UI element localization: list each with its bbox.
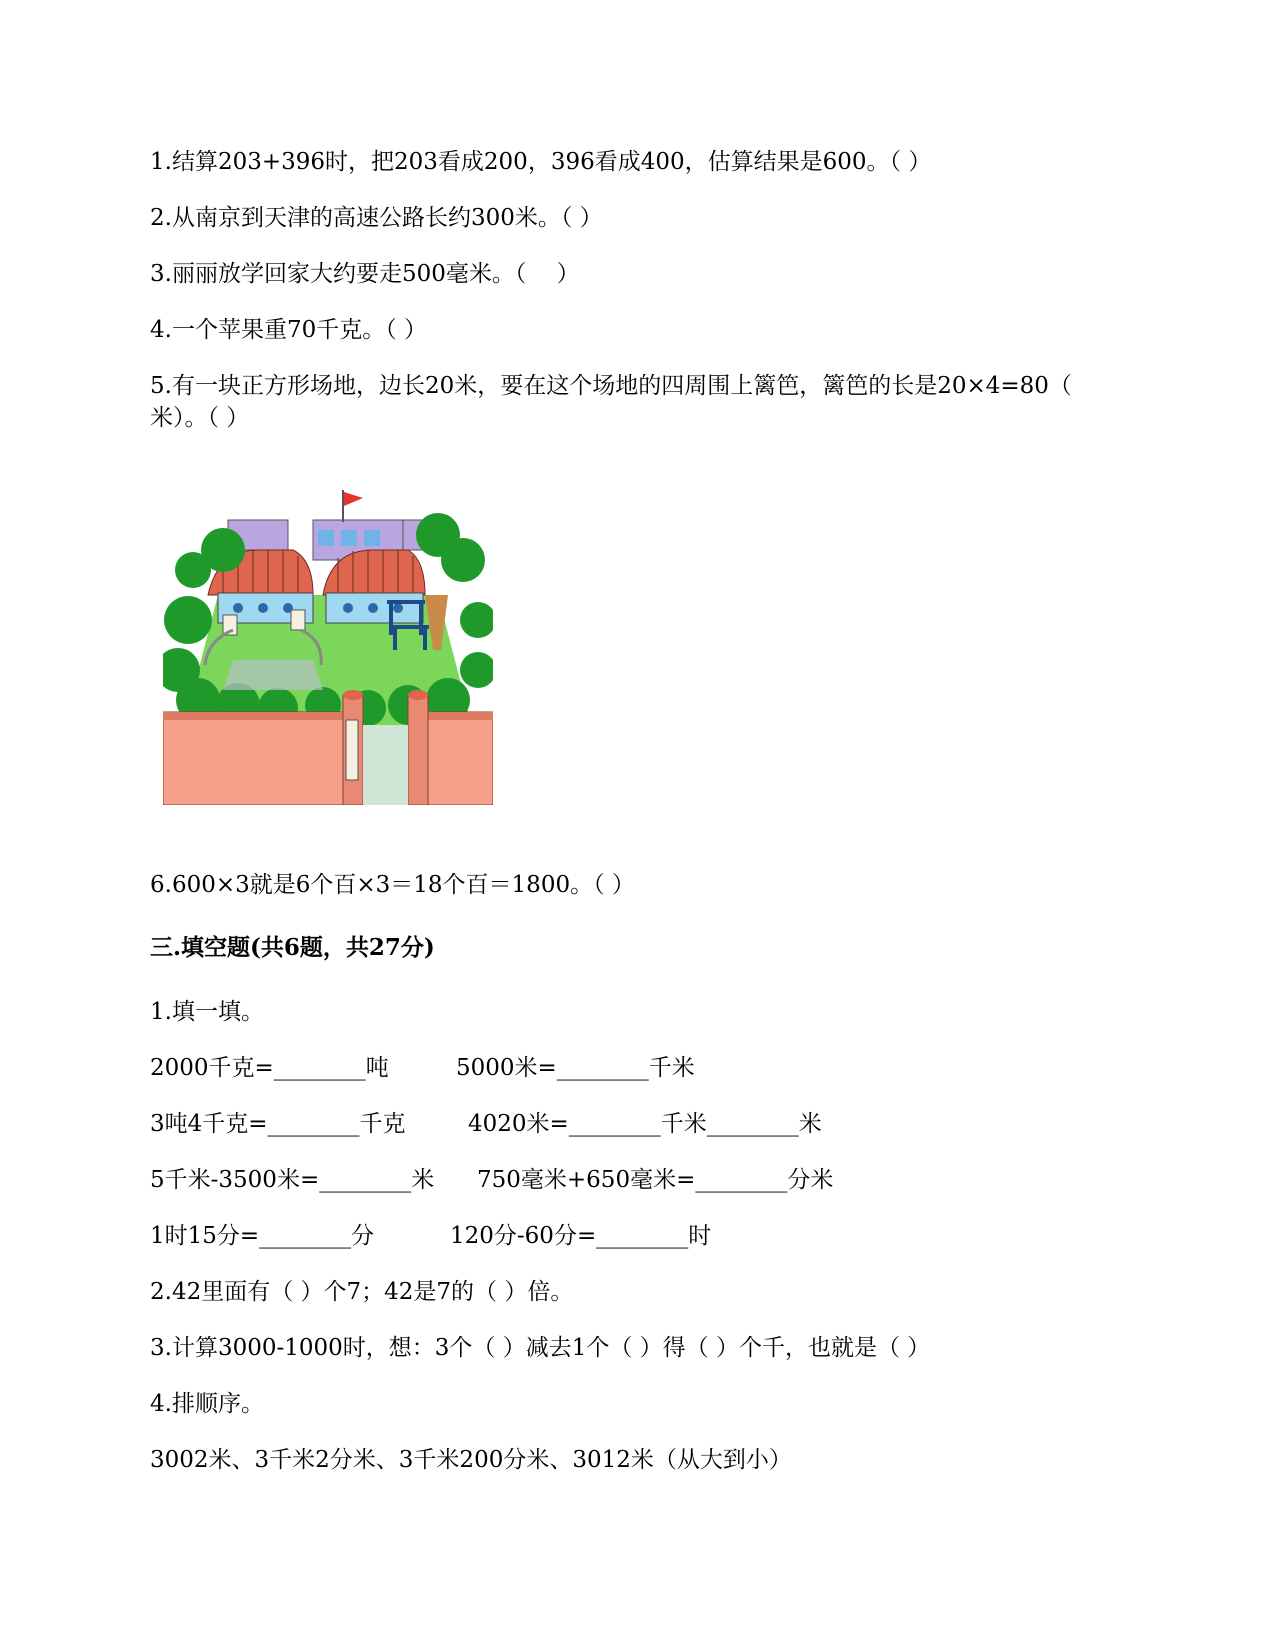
- fill-question-2: 2.42里面有（ ）个7；42是7的（ ）倍。: [150, 1279, 574, 1305]
- fill-row-3-left: 5千米-3500米=________米: [150, 1167, 435, 1193]
- judge-question-3: 3.丽丽放学回家大约要走500毫米。（ ）: [150, 261, 580, 287]
- fill-row-4-right: 120分-60分=________时: [450, 1223, 712, 1249]
- fill-row-1-left: 2000千克=________吨: [150, 1055, 389, 1081]
- section-title: 三.填空题(共6题，共27分): [150, 934, 435, 961]
- school-illustration: [163, 490, 493, 805]
- judge-question-6: 6.600×3就是6个百×3＝18个百＝1800。（ ）: [150, 872, 635, 898]
- fill-question-3: 3.计算3000-1000时，想：3个（ ）减去1个（ ）得（ ）个千，也就是（ ）: [150, 1335, 931, 1361]
- fill-row-2-left: 3吨4千克=________千克: [150, 1111, 406, 1137]
- judge-question-1: 1.结算203+396时，把203看成200，396看成400，估算结果是600。（ ）: [150, 149, 932, 175]
- fill-row-1-right: 5000米=________千米: [456, 1055, 695, 1081]
- judge-question-5-line-1: 5.有一块正方形场地，边长20米，要在这个场地的四周围上篱笆，篱笆的长是20×4=80（: [150, 373, 1072, 399]
- judge-question-2: 2.从南京到天津的高速公路长约300米。（ ）: [150, 205, 603, 231]
- judge-question-4: 4.一个苹果重70千克。（ ）: [150, 317, 428, 343]
- fill-row-3-right: 750毫米+650毫米=________分米: [477, 1167, 834, 1193]
- judge-question-5-line-2: 米）。（ ）: [150, 405, 250, 431]
- fill-question-1: 1.填一填。: [150, 999, 264, 1025]
- fill-question-4: 4.排顺序。: [150, 1391, 264, 1417]
- fill-question-4-items: 3002米、3千米2分米、3千米200分米、3012米（从大到小）: [150, 1447, 792, 1473]
- fill-row-2-right: 4020米=________千米________米: [468, 1111, 822, 1137]
- fill-row-4-left: 1时15分=________分: [150, 1223, 375, 1249]
